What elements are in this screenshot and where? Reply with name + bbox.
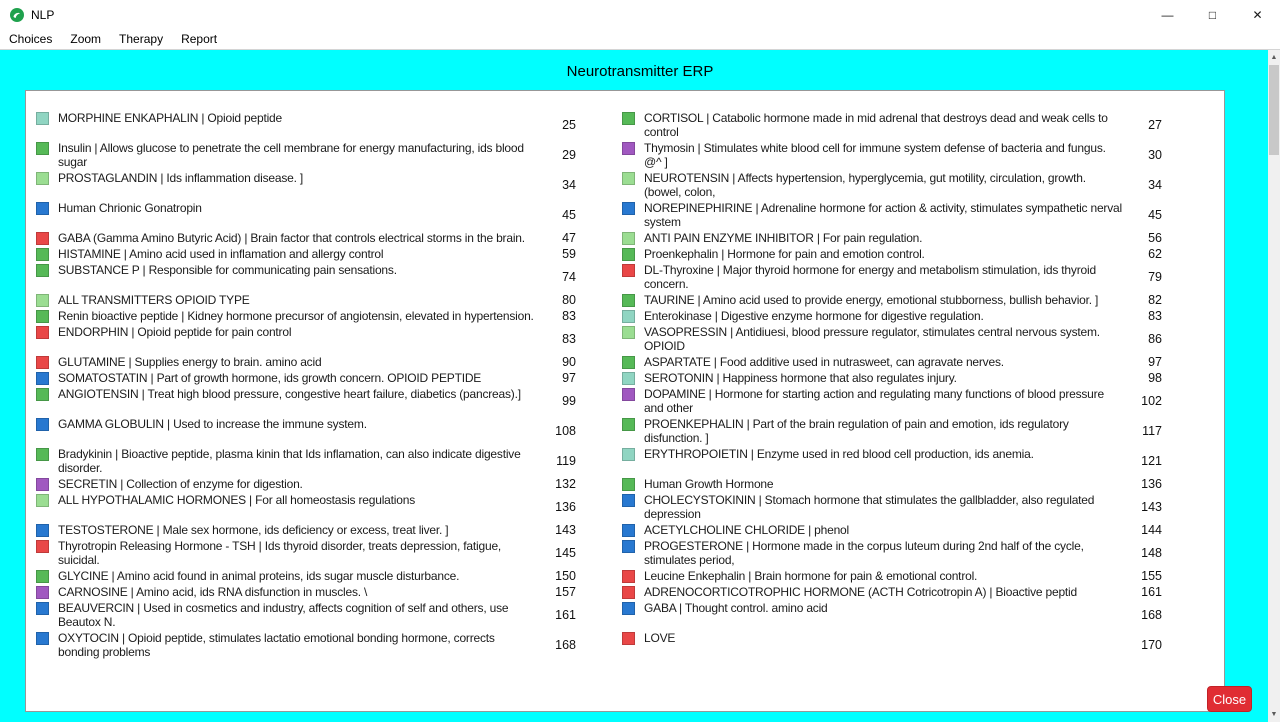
color-swatch-light_green	[622, 232, 635, 245]
color-swatch-red	[36, 326, 49, 339]
item-value: 62	[1148, 247, 1162, 261]
color-swatch-green	[622, 418, 635, 431]
item-label: CARNOSINE | Amino acid, ids RNA disfunction in muscles. \	[58, 585, 368, 599]
close-window-button[interactable]: ✕	[1235, 0, 1280, 29]
item-label: NEUROTENSIN | Affects hypertension, hyperglycemia, gut motility, circulation, growth. (bowel, colon,	[644, 171, 1086, 199]
color-swatch-light_green	[36, 494, 49, 507]
list-item[interactable]	[622, 201, 1162, 229]
results-panel	[25, 90, 1225, 712]
color-swatch-red	[622, 586, 635, 599]
list-item[interactable]	[36, 171, 576, 199]
color-swatch-blue	[622, 202, 635, 215]
item-value: 155	[1141, 569, 1162, 583]
list-row	[36, 247, 1162, 261]
item-label: LOVE	[644, 631, 676, 645]
color-swatch-red	[622, 264, 635, 277]
color-swatch-blue	[36, 524, 49, 537]
item-value: 79	[1148, 270, 1162, 284]
list-item[interactable]	[36, 569, 576, 583]
item-value: 168	[1141, 608, 1162, 622]
list-row	[36, 585, 1162, 599]
item-label: GLYCINE | Amino acid found in animal proteins, ids sugar muscle disturbance.	[58, 569, 460, 583]
color-swatch-red	[622, 632, 635, 645]
color-swatch-blue	[622, 602, 635, 615]
list-row	[36, 171, 1162, 199]
color-swatch-blue	[36, 418, 49, 431]
list-row	[36, 325, 1162, 353]
list-row	[36, 601, 1162, 629]
list-row	[36, 111, 1162, 139]
list-item[interactable]	[36, 231, 576, 245]
item-label: GAMMA GLOBULIN | Used to increase the immune system.	[58, 417, 367, 431]
list-row	[36, 231, 1162, 245]
item-label: VASOPRESSIN | Antidiuesi, blood pressure regulator, stimulates central nervous system. OPIOID	[644, 325, 1100, 353]
item-label: ANGIOTENSIN | Treat high blood pressure, congestive heart failure, diabetics (pancreas).]	[58, 387, 521, 401]
list-row	[36, 417, 1162, 445]
item-label: SUBSTANCE P | Responsible for communicating pain sensations.	[58, 263, 397, 277]
item-value: 144	[1141, 523, 1162, 537]
item-value: 34	[562, 178, 576, 192]
color-swatch-green	[36, 570, 49, 583]
scrollbar-down-icon[interactable]: ▼	[1270, 711, 1278, 718]
item-value: 25	[562, 118, 576, 132]
list-item[interactable]	[36, 201, 576, 229]
list-item[interactable]	[622, 293, 1162, 307]
item-label: SECRETIN | Collection of enzyme for digestion.	[58, 477, 303, 491]
list-item[interactable]	[36, 309, 576, 323]
item-value: 102	[1141, 394, 1162, 408]
list-item[interactable]	[622, 247, 1162, 261]
color-swatch-blue	[36, 602, 49, 615]
item-value: 74	[562, 270, 576, 284]
color-swatch-blue	[36, 202, 49, 215]
item-label: SOMATOSTATIN | Part of growth hormone, ids growth concern. OPIOID PEPTIDE	[58, 371, 482, 385]
item-value: 119	[556, 454, 576, 468]
item-label: Thyrotropin Releasing Hormone - TSH | Ids thyroid disorder, treats depression, fatigue, suicidal.	[58, 539, 502, 567]
list-item[interactable]	[36, 355, 576, 369]
menu-item-choices[interactable]: Choices	[9, 32, 53, 46]
color-swatch-teal	[36, 112, 49, 125]
results-list	[36, 111, 1162, 659]
list-item[interactable]	[622, 371, 1162, 385]
page-title: Neurotransmitter ERP	[566, 63, 714, 80]
list-item[interactable]	[36, 293, 576, 307]
color-swatch-light_green	[622, 172, 635, 185]
item-label: Thymosin | Stimulates white blood cell for immune system defense of bacteria and fungus. @^ ]	[644, 141, 1106, 169]
color-swatch-red	[622, 570, 635, 583]
list-item[interactable]	[622, 447, 1162, 475]
item-label: CHOLECYSTOKININ | Stomach hormone that stimulates the gallbladder, also regulated depression	[644, 493, 1095, 521]
list-item[interactable]	[36, 247, 576, 261]
item-value: 82	[1148, 293, 1162, 307]
item-value: 56	[1148, 231, 1162, 245]
list-item[interactable]	[622, 325, 1162, 353]
list-row	[36, 263, 1162, 291]
list-item[interactable]	[36, 417, 576, 445]
color-swatch-blue	[622, 524, 635, 537]
item-label: TESTOSTERONE | Male sex hormone, ids deficiency or excess, treat liver. ]	[58, 523, 449, 537]
color-swatch-purple	[36, 478, 49, 491]
list-item[interactable]	[36, 523, 576, 537]
list-row	[36, 201, 1162, 229]
list-item[interactable]	[36, 601, 576, 629]
color-swatch-green	[622, 112, 635, 125]
item-label: Leucine Enkephalin | Brain hormone for pain & emotional control.	[644, 569, 978, 583]
color-swatch-light_green	[36, 294, 49, 307]
item-value: 97	[562, 371, 576, 385]
color-swatch-light_green	[622, 326, 635, 339]
list-item[interactable]	[622, 539, 1162, 567]
color-swatch-purple	[36, 586, 49, 599]
color-swatch-blue	[622, 494, 635, 507]
item-value: 80	[562, 293, 576, 307]
color-swatch-green	[36, 310, 49, 323]
list-item[interactable]	[622, 171, 1162, 199]
list-item[interactable]	[622, 477, 1162, 491]
list-item[interactable]	[36, 141, 576, 169]
item-value: 132	[555, 477, 576, 491]
item-value: 143	[555, 523, 576, 537]
item-value: 83	[1148, 309, 1162, 323]
color-swatch-light_green	[36, 172, 49, 185]
minimize-button[interactable]: —	[1145, 0, 1190, 29]
item-label: ERYTHROPOIETIN | Enzyme used in red blood cell production, ids anemia.	[644, 447, 1034, 461]
menu-item-report[interactable]: Report	[181, 32, 218, 46]
item-label: ACETYLCHOLINE CHLORIDE | phenol	[644, 523, 849, 537]
list-item[interactable]	[36, 477, 576, 491]
list-item[interactable]	[36, 539, 576, 567]
color-swatch-green	[36, 448, 49, 461]
item-label: Proenkephalin | Hormone for pain and emotion control.	[644, 247, 925, 261]
item-label: GABA | Thought control. amino acid	[644, 601, 828, 615]
list-row	[36, 631, 1162, 659]
list-row	[36, 569, 1162, 583]
item-label: Insulin | Allows glucose to penetrate the cell membrane for energy manufacturing, ids blood sugar	[58, 141, 524, 169]
item-value: 117	[1142, 424, 1162, 438]
item-label: Renin bioactive peptide | Kidney hormone precursor of angiotensin, elevated in hypertension.	[58, 309, 534, 323]
color-swatch-green	[622, 478, 635, 491]
list-item[interactable]	[622, 631, 1162, 659]
list-row	[36, 539, 1162, 567]
item-label: ADRENOCORTICOTROPHIC HORMONE (ACTH Cotricotropin A) | Bioactive peptid	[644, 585, 1077, 599]
titlebar-left	[0, 7, 54, 23]
item-label: MORPHINE ENKAPHALIN | Opioid peptide	[58, 111, 283, 125]
item-value: 59	[562, 247, 576, 261]
item-label: CORTISOL | Catabolic hormone made in mid adrenal that destroys dead and weak cells to control	[644, 111, 1108, 139]
color-swatch-green	[36, 264, 49, 277]
list-row	[36, 477, 1162, 491]
color-swatch-teal	[622, 310, 635, 323]
item-value: 121	[1141, 454, 1162, 468]
color-swatch-purple	[622, 388, 635, 401]
color-swatch-green	[622, 294, 635, 307]
list-row	[36, 355, 1162, 369]
item-label: PROENKEPHALIN | Part of the brain regulation of pain and emotion, ids regulatory disfunction. ]	[644, 417, 1069, 445]
item-value: 90	[562, 355, 576, 369]
list-item[interactable]	[36, 493, 576, 521]
item-label: PROGESTERONE | Hormone made in the corpus luteum during 2nd half of the cycle, stimulates period,	[644, 539, 1084, 567]
item-value: 83	[562, 309, 576, 323]
list-item[interactable]	[622, 585, 1162, 599]
list-row	[36, 447, 1162, 475]
item-label: DL-Thyroxine | Major thyroid hormone for energy and metabolism stimulation, ids thyroid concern.	[644, 263, 1096, 291]
list-item[interactable]	[622, 523, 1162, 537]
item-value: 168	[555, 638, 576, 652]
color-swatch-green	[622, 248, 635, 261]
titlebar	[0, 0, 1280, 29]
list-row	[36, 371, 1162, 385]
item-label: Bradykinin | Bioactive peptide, plasma kinin that Ids inflamation, can also indicate digestive disorder.	[58, 447, 521, 475]
color-swatch-green	[622, 356, 635, 369]
item-value: 150	[555, 569, 576, 583]
list-item[interactable]	[622, 601, 1162, 629]
item-label: ANTI PAIN ENZYME INHIBITOR | For pain regulation.	[644, 231, 923, 245]
list-item[interactable]	[36, 325, 576, 353]
list-item[interactable]	[622, 417, 1162, 445]
vertical-scrollbar[interactable]	[1268, 50, 1280, 722]
list-item[interactable]	[622, 111, 1162, 139]
list-row	[36, 309, 1162, 323]
item-label: BEAUVERCIN | Used in cosmetics and industry, affects cognition of self and others, use Beautox N.	[58, 601, 509, 629]
list-item[interactable]	[622, 309, 1162, 323]
item-label: GLUTAMINE | Supplies energy to brain. amino acid	[58, 355, 322, 369]
color-swatch-blue	[622, 540, 635, 553]
item-value: 136	[1141, 477, 1162, 491]
item-label: GABA (Gamma Amino Butyric Acid) | Brain factor that controls electrical storms in the brain.	[58, 231, 525, 245]
color-swatch-red	[36, 232, 49, 245]
scrollbar-thumb[interactable]	[1269, 65, 1279, 155]
item-value: 98	[1148, 371, 1162, 385]
list-item[interactable]	[36, 387, 576, 415]
list-item[interactable]	[36, 371, 576, 385]
menu-item-therapy[interactable]: Therapy	[119, 32, 164, 46]
color-swatch-teal	[622, 448, 635, 461]
item-label: TAURINE | Amino acid used to provide energy, emotional stubborness, bullish behavior. ]	[644, 293, 1099, 307]
list-item[interactable]	[36, 111, 576, 139]
list-item[interactable]	[36, 631, 576, 659]
list-row	[36, 523, 1162, 537]
list-item[interactable]	[622, 355, 1162, 369]
window-title: NLP	[31, 7, 55, 22]
item-value: 97	[1148, 355, 1162, 369]
list-row	[36, 293, 1162, 307]
list-item[interactable]	[622, 387, 1162, 415]
item-value: 148	[1141, 546, 1162, 560]
item-value: 99	[562, 394, 576, 408]
item-value: 83	[562, 332, 576, 346]
list-item[interactable]	[622, 263, 1162, 291]
item-label: PROSTAGLANDIN | Ids inflammation disease. ]	[58, 171, 304, 185]
item-label: Human Growth Hormone	[644, 477, 774, 491]
item-label: NOREPINEPHIRINE | Adrenaline hormone for action & activity, stimulates sympathetic nerval system	[644, 201, 1122, 229]
color-swatch-purple	[622, 142, 635, 155]
list-item[interactable]	[622, 141, 1162, 169]
item-label: DOPAMINE | Hormone for starting action and regulating many functions of blood pressure and other	[644, 387, 1104, 415]
item-label: ALL TRANSMITTERS OPIOID TYPE	[58, 293, 250, 307]
item-value: 145	[555, 546, 576, 560]
color-swatch-teal	[622, 372, 635, 385]
list-item[interactable]	[36, 585, 576, 599]
color-swatch-blue	[36, 372, 49, 385]
list-item[interactable]	[36, 263, 576, 291]
item-label: Human Chrionic Gonatropin	[58, 201, 202, 215]
item-label: ALL HYPOTHALAMIC HORMONES | For all homeostasis regulations	[58, 493, 415, 507]
item-value: 47	[562, 231, 576, 245]
item-label: ASPARTATE | Food additive used in nutrasweet, can agravate nerves.	[644, 355, 1004, 369]
color-swatch-red	[36, 540, 49, 553]
item-label: OXYTOCIN | Opioid peptide, stimulates lactatio emotional bonding hormone, corrects bonding problems	[58, 631, 495, 659]
item-value: 45	[1148, 208, 1162, 222]
item-label: Enterokinase | Digestive enzyme hormone for digestive regulation.	[644, 309, 984, 323]
item-value: 86	[1148, 332, 1162, 346]
item-value: 136	[555, 500, 576, 514]
item-value: 45	[562, 208, 576, 222]
scrollbar-up-icon[interactable]: ▲	[1270, 54, 1278, 61]
color-swatch-green	[36, 142, 49, 155]
color-swatch-blue	[36, 632, 49, 645]
list-row	[36, 141, 1162, 169]
item-label: ENDORPHIN | Opioid peptide for pain control	[58, 325, 292, 339]
color-swatch-green	[36, 248, 49, 261]
item-value: 143	[1141, 500, 1162, 514]
maximize-button[interactable]: □	[1190, 0, 1235, 29]
menu-bar	[0, 29, 1280, 50]
menu-item-zoom[interactable]: Zoom	[70, 32, 102, 46]
list-item[interactable]	[622, 493, 1162, 521]
item-value: 27	[1148, 118, 1162, 132]
list-item[interactable]	[622, 569, 1162, 583]
item-label: SEROTONIN | Happiness hormone that also regulates injury.	[644, 371, 957, 385]
window-controls	[1145, 0, 1280, 29]
item-value: 170	[1141, 638, 1162, 652]
list-row	[36, 493, 1162, 521]
item-value: 161	[555, 608, 576, 622]
app-icon	[9, 7, 25, 23]
color-swatch-red	[36, 356, 49, 369]
item-value: 29	[562, 148, 576, 162]
list-row	[36, 387, 1162, 415]
content-area	[0, 50, 1280, 722]
item-value: 161	[1141, 585, 1162, 599]
item-value: 108	[555, 424, 576, 438]
item-value: 34	[1148, 178, 1162, 192]
item-value: 157	[555, 585, 576, 599]
close-button[interactable]: Close	[1207, 686, 1252, 712]
item-label: HISTAMINE | Amino acid used in inflamation and allergy control	[58, 247, 384, 261]
list-item[interactable]	[622, 231, 1162, 245]
item-value: 30	[1148, 148, 1162, 162]
list-item[interactable]	[36, 447, 576, 475]
color-swatch-green	[36, 388, 49, 401]
